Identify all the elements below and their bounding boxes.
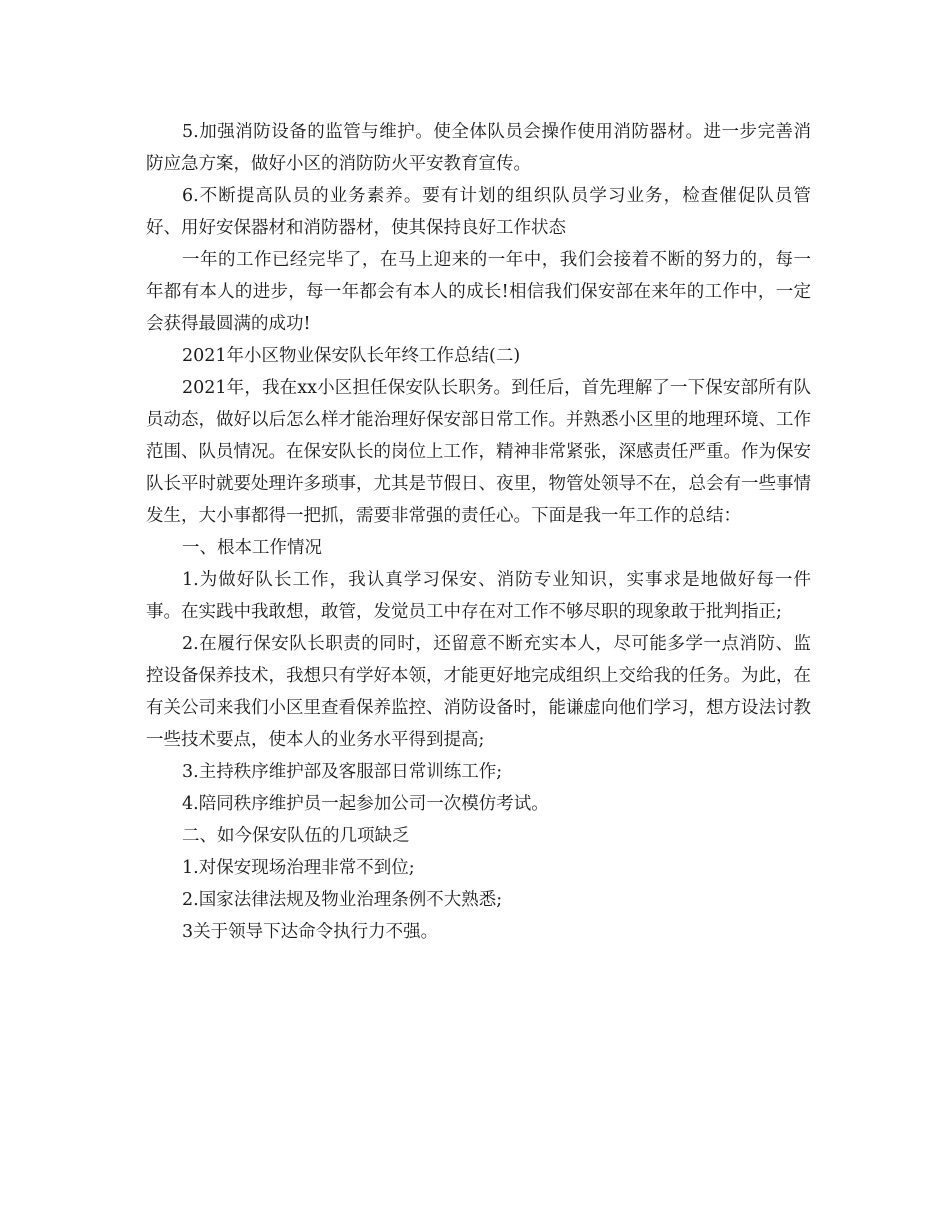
document-body: [146, 116, 811, 948]
paragraph-work-2: 2.在履行保安队长职责的同时，还留意不断充实本人，尽可能多学一点消防、监控设备保养技术，我想只有学好本领，才能更好地完成组织上交给我的任务。为此，在有关公司来我们小区里查看保养监控、消防设备时，能谦虚向他们学习，想方设法讨教一些技术要点，使本人的业务水平得到提高;: [146, 634, 811, 750]
paragraph-shortcoming-2: 2.国家法律法规及物业治理条例不大熟悉;: [182, 890, 503, 910]
paragraph-intro: 2021年，我在xx小区担任保安队长职务。到任后，首先理解了一下保安部所有队员动态，做好以后怎么样才能治理好保安部日常工作。并熟悉小区里的地理环境、工作范围、队员情况。在保安队长的岗位上工作，精神非常紧张，深感责任严重。作为保安队长平时就要处理许多琐事，尤其是节假日、夜里，物管处领导不在，总会有一些事情发生，大小事都得一把抓，需要非常强的责任心。下面是我一年工作的总结：: [146, 378, 811, 526]
paragraph-item-6: 6.不断提高队员的业务素养。要有计划的组织队员学习业务，检查催促队员管好、用好安保器材和消防器材，使其保持良好工作状态: [146, 186, 811, 238]
paragraph-shortcoming-3: 3关于领导下达命令执行力不强。: [182, 922, 439, 942]
heading-shortcomings: 二、如今保安队伍的几项缺乏: [182, 826, 410, 846]
paragraph-item-5: 5.加强消防设备的监管与维护。使全体队员会操作使用消防器材。进一步完善消防应急方案，做好小区的消防防火平安教育宣传。: [146, 122, 811, 174]
paragraph-work-1: 1.为做好队长工作，我认真学习保安、消防专业知识，实事求是地做好每一件事。在实践中我敢想，敢管，发觉员工中存在对工作不够尽职的现象敢于批判指正;: [146, 570, 811, 622]
paragraph-work-3: 3.主持秩序维护部及客服部日常训练工作;: [182, 762, 503, 782]
heading-basic-work: 一、根本工作情况: [182, 538, 322, 558]
paragraph-shortcoming-1: 1.对保安现场治理非常不到位;: [182, 858, 415, 878]
section-title: 2021年小区物业保安队长年终工作总结(二): [182, 346, 521, 366]
paragraph-work-4: 4.陪同秩序维护员一起参加公司一次模仿考试。: [182, 794, 549, 814]
paragraph-conclusion: 一年的工作已经完毕了，在马上迎来的一年中，我们会接着不断的努力的，每一年都有本人的进步，每一年都会有本人的成长!相信我们保安部在来年的工作中，一定会获得最圆满的成功!: [146, 250, 811, 334]
